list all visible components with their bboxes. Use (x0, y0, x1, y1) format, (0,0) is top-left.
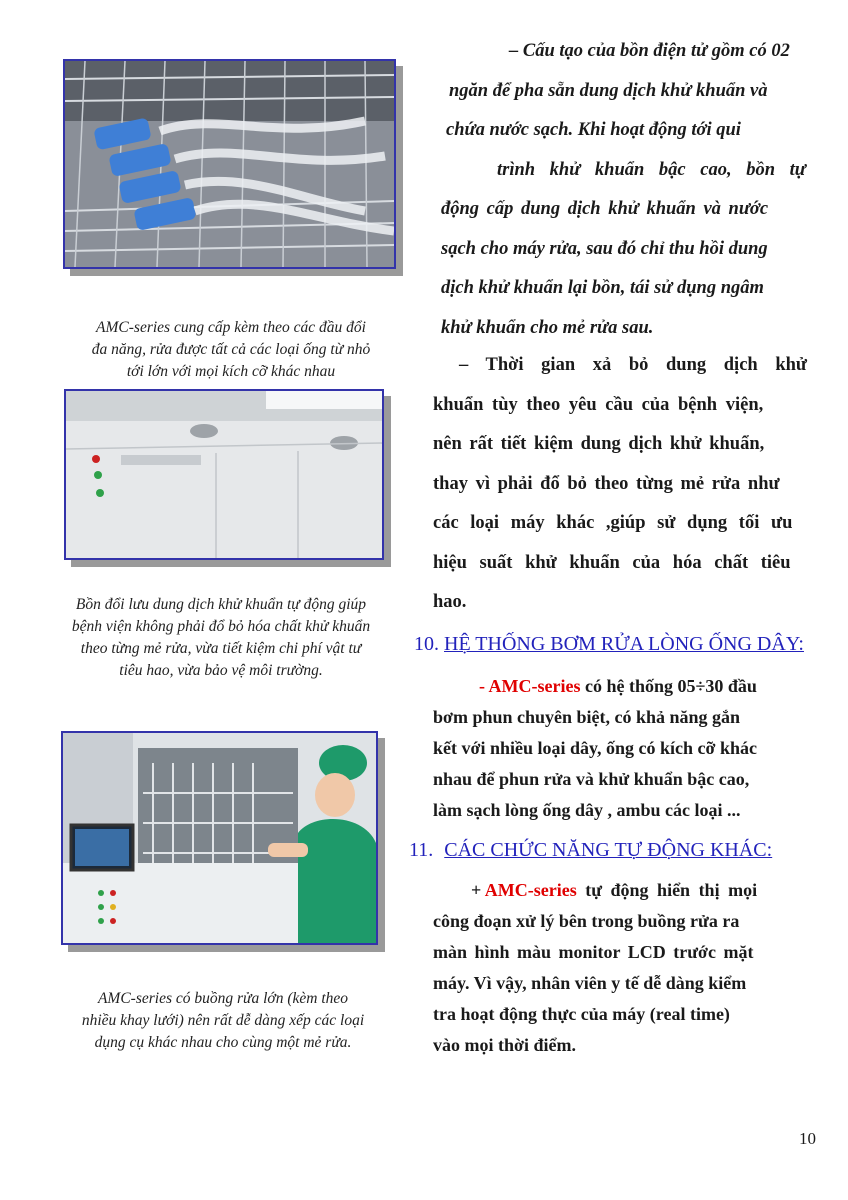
caption-photo-2 (48, 594, 394, 682)
paragraph-discharge-time (433, 346, 813, 623)
caption-line: AMC-series cung cấp kèm theo các đầu đổi (96, 319, 366, 336)
paragraph-auto-functions (433, 875, 813, 1061)
text-line: – Thời gian xả bỏ dung dịch khử (459, 355, 807, 375)
text-line: động cấp dung dịch khử khuẩn và nước (441, 199, 769, 219)
section-number: 11. (409, 839, 434, 861)
text-line: thay vì phải đổ bỏ theo từng mẻ rửa như (433, 473, 780, 494)
text-line: công đoạn xử lý bên trong buồng rửa ra (433, 911, 740, 931)
text-fragment: tự động hiển thị mọi (576, 880, 758, 900)
text-line: khử khuẩn cho mẻ rửa sau. (441, 317, 654, 338)
caption-line: Bồn đổi lưu dung dịch khử khuẩn tự động giúp (75, 596, 367, 613)
brand-name: AMC-series (484, 880, 577, 900)
heading-section-10 (414, 633, 804, 656)
photo-hoses-rack (63, 59, 396, 269)
paragraph-pump-system (433, 671, 813, 826)
nurse-washer-illustration (63, 733, 376, 943)
section-title: HỆ THỐNG BƠM RỬA LÒNG ỐNG DÂY: (444, 633, 804, 655)
text-line: chứa nước sạch. Khi hoạt động tới qui (446, 120, 741, 140)
text-line: – Cấu tạo của bồn điện tử gồm có 02 (509, 41, 790, 61)
page-number: 10 (799, 1129, 816, 1148)
text-line: ngăn để pha sẵn dung dịch khử khuẩn và (449, 80, 768, 101)
caption-line: theo từng mẻ rửa, vừa tiết kiệm chi phí vật tư (80, 640, 362, 657)
caption-line: bệnh viện không phải đổ bỏ hóa chất khử khuẩn (71, 618, 371, 635)
bullet-plus: + (471, 880, 485, 900)
section-number: 10. (414, 633, 439, 655)
bullet-dash: - (479, 676, 489, 696)
text-line: làm sạch lòng ống dây , ambu các loại ... (433, 800, 741, 820)
photo-cabinet-panel (64, 389, 384, 560)
text-fragment: có hệ thống 05÷30 đầu (580, 676, 757, 696)
text-line: bơm phun chuyên biệt, có khả năng gắn (433, 707, 741, 727)
photo-nurse-washer (61, 731, 378, 945)
brand-name: AMC-series (488, 676, 581, 696)
caption-line: tiêu hao, vừa bảo vệ môi trường. (119, 662, 323, 679)
caption-line: tới lớn với mọi kích cỡ khác nhau (126, 363, 336, 380)
cabinet-panel-illustration (66, 391, 382, 558)
text-line: các loại máy khác ,giúp sử dụng tối ưu (433, 513, 793, 533)
caption-line: nhiều khay lưới) nên rất dễ dàng xếp các loại (81, 1012, 365, 1029)
caption-line: dụng cụ khác nhau cho cùng một mẻ rửa. (94, 1034, 352, 1051)
caption-line: đa năng, rửa được tất cả các loại ống từ nhỏ (91, 341, 371, 358)
text-line: máy. Vì vậy, nhân viên y tế dễ dàng kiểm (433, 973, 747, 993)
text-line: nên rất tiết kiệm dung dịch khử khuẩn, (433, 434, 765, 454)
text-line: tra hoạt động thực của máy (real time) (433, 1004, 730, 1024)
text-line: trình khử khuẩn bậc cao, bồn tự (497, 159, 806, 180)
caption-photo-1 (64, 317, 398, 383)
text-line: dịch khử khuẩn lại bồn, tái sử dụng ngâm (441, 278, 764, 298)
section-title: CÁC CHỨC NĂNG TỰ ĐỘNG KHÁC: (444, 839, 773, 861)
text-line (433, 671, 813, 702)
text-line: vào mọi thời điểm. (433, 1035, 576, 1055)
hoses-rack-illustration (65, 61, 394, 267)
text-line: khuẩn tùy theo yêu cầu của bệnh viện, (433, 394, 764, 415)
text-line: màn hình màu monitor LCD trước mặt (433, 942, 754, 962)
text-line: kết với nhiều loại dây, ống có kích cỡ khác (433, 738, 757, 758)
text-line: hiệu suất khử khuẩn của hóa chất tiêu (433, 552, 791, 573)
text-line: nhau để phun rửa và khử khuẩn bậc cao, (433, 769, 750, 789)
text-line: sạch cho máy rửa, sau đó chỉ thu hồi dung (441, 238, 768, 259)
text-line (433, 875, 813, 906)
caption-photo-3 (57, 988, 389, 1054)
heading-section-11 (409, 839, 772, 862)
text-line: hao. (433, 592, 467, 612)
paragraph-tank-structure (441, 32, 811, 348)
caption-line: AMC-series có buồng rửa lớn (kèm theo (97, 990, 349, 1007)
